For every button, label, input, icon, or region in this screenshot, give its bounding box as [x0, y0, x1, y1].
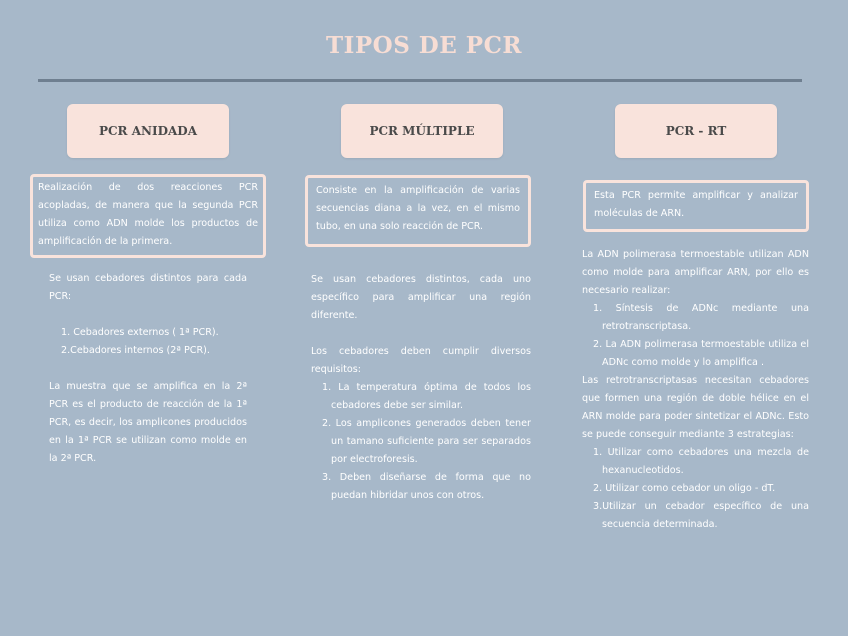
definition-box-pcr-rt	[583, 180, 809, 232]
definition-text: Esta PCR permite amplificar y analizar moléculas de ARN.	[594, 190, 798, 219]
description-pcr-multiple	[311, 271, 531, 505]
definition-box-pcr-anidada	[30, 174, 266, 258]
requirements-text: Los cebadores deben cumplir diversos requisitos:	[311, 346, 531, 375]
list-item: 2. La ADN polimerasa termoestable utiliza el ADNc como molde y lo amplifica .	[593, 339, 809, 368]
heading-pcr-anidada	[67, 104, 229, 158]
description-pcr-anidada	[49, 270, 247, 468]
list-item: 3.Utilizar un cebador específico de una secuencia determinada.	[593, 501, 809, 530]
description-pcr-rt	[582, 246, 809, 534]
heading-pcr-rt	[615, 104, 777, 158]
closing-text: La muestra que se amplifica en la 2ª PCR es el producto de reacción de la 1ª PCR, es decir, los amplicones producidos en la 1ª PCR se utilizan como molde en la 2ª PCR.	[49, 381, 247, 464]
list-item: 2. Utilizar como cebador un oligo - dT.	[593, 483, 776, 494]
heading-label: PCR - RT	[665, 124, 727, 138]
definition-text: Consiste en la amplificación de varias secuencias diana a la vez, en el mismo tubo, en una solo reacción de PCR.	[316, 185, 520, 232]
definition-text: Realización de dos reacciones PCR acopladas, de manera que la segunda PCR utiliza como ADN molde los productos de amplificación de la primera.	[38, 182, 258, 247]
intro-text: Se usan cebadores distintos para cada PCR:	[49, 273, 247, 302]
list-item: 3. Deben diseñarse de forma que no puedan hibridar unos con otros.	[322, 472, 531, 501]
page-title: TIPOS DE PCR	[325, 32, 523, 59]
heading-label: PCR MÚLTIPLE	[369, 124, 475, 138]
title-divider	[38, 79, 802, 82]
definition-box-pcr-multiple	[305, 175, 531, 247]
list-item: 1. Síntesis de ADNc mediante una retrotranscriptasa.	[593, 303, 809, 332]
list-item: 1. Cebadores externos ( 1ª PCR).	[61, 327, 219, 338]
list-item: 2. Los amplicones generados deben tener un tamano suficiente para ser separados por electroforesis.	[322, 418, 531, 465]
intro-text: Se usan cebadores distintos, cada uno específico para amplificar una región diferente.	[311, 274, 531, 321]
heading-label: PCR ANIDADA	[98, 124, 198, 138]
intro-text: La ADN polimerasa termoestable utilizan ADN como molde para amplificar ARN, por ello es necesario realizar:	[582, 249, 809, 296]
list-item: 1. La temperatura óptima de todos los cebadores debe ser similar.	[322, 382, 531, 411]
list-item: 1. Utilizar como cebadores una mezcla de hexanucleotidos.	[593, 447, 809, 476]
strategies-text: Las retrotranscriptasas necesitan cebadores que formen una región de doble hélice en el ARN molde para poder sintetizar el ADNc. Esto se puede conseguir mediante 3 estrategias:	[582, 375, 809, 440]
heading-pcr-multiple	[341, 104, 503, 158]
list-item: 2.Cebadores internos (2ª PCR).	[61, 345, 210, 356]
